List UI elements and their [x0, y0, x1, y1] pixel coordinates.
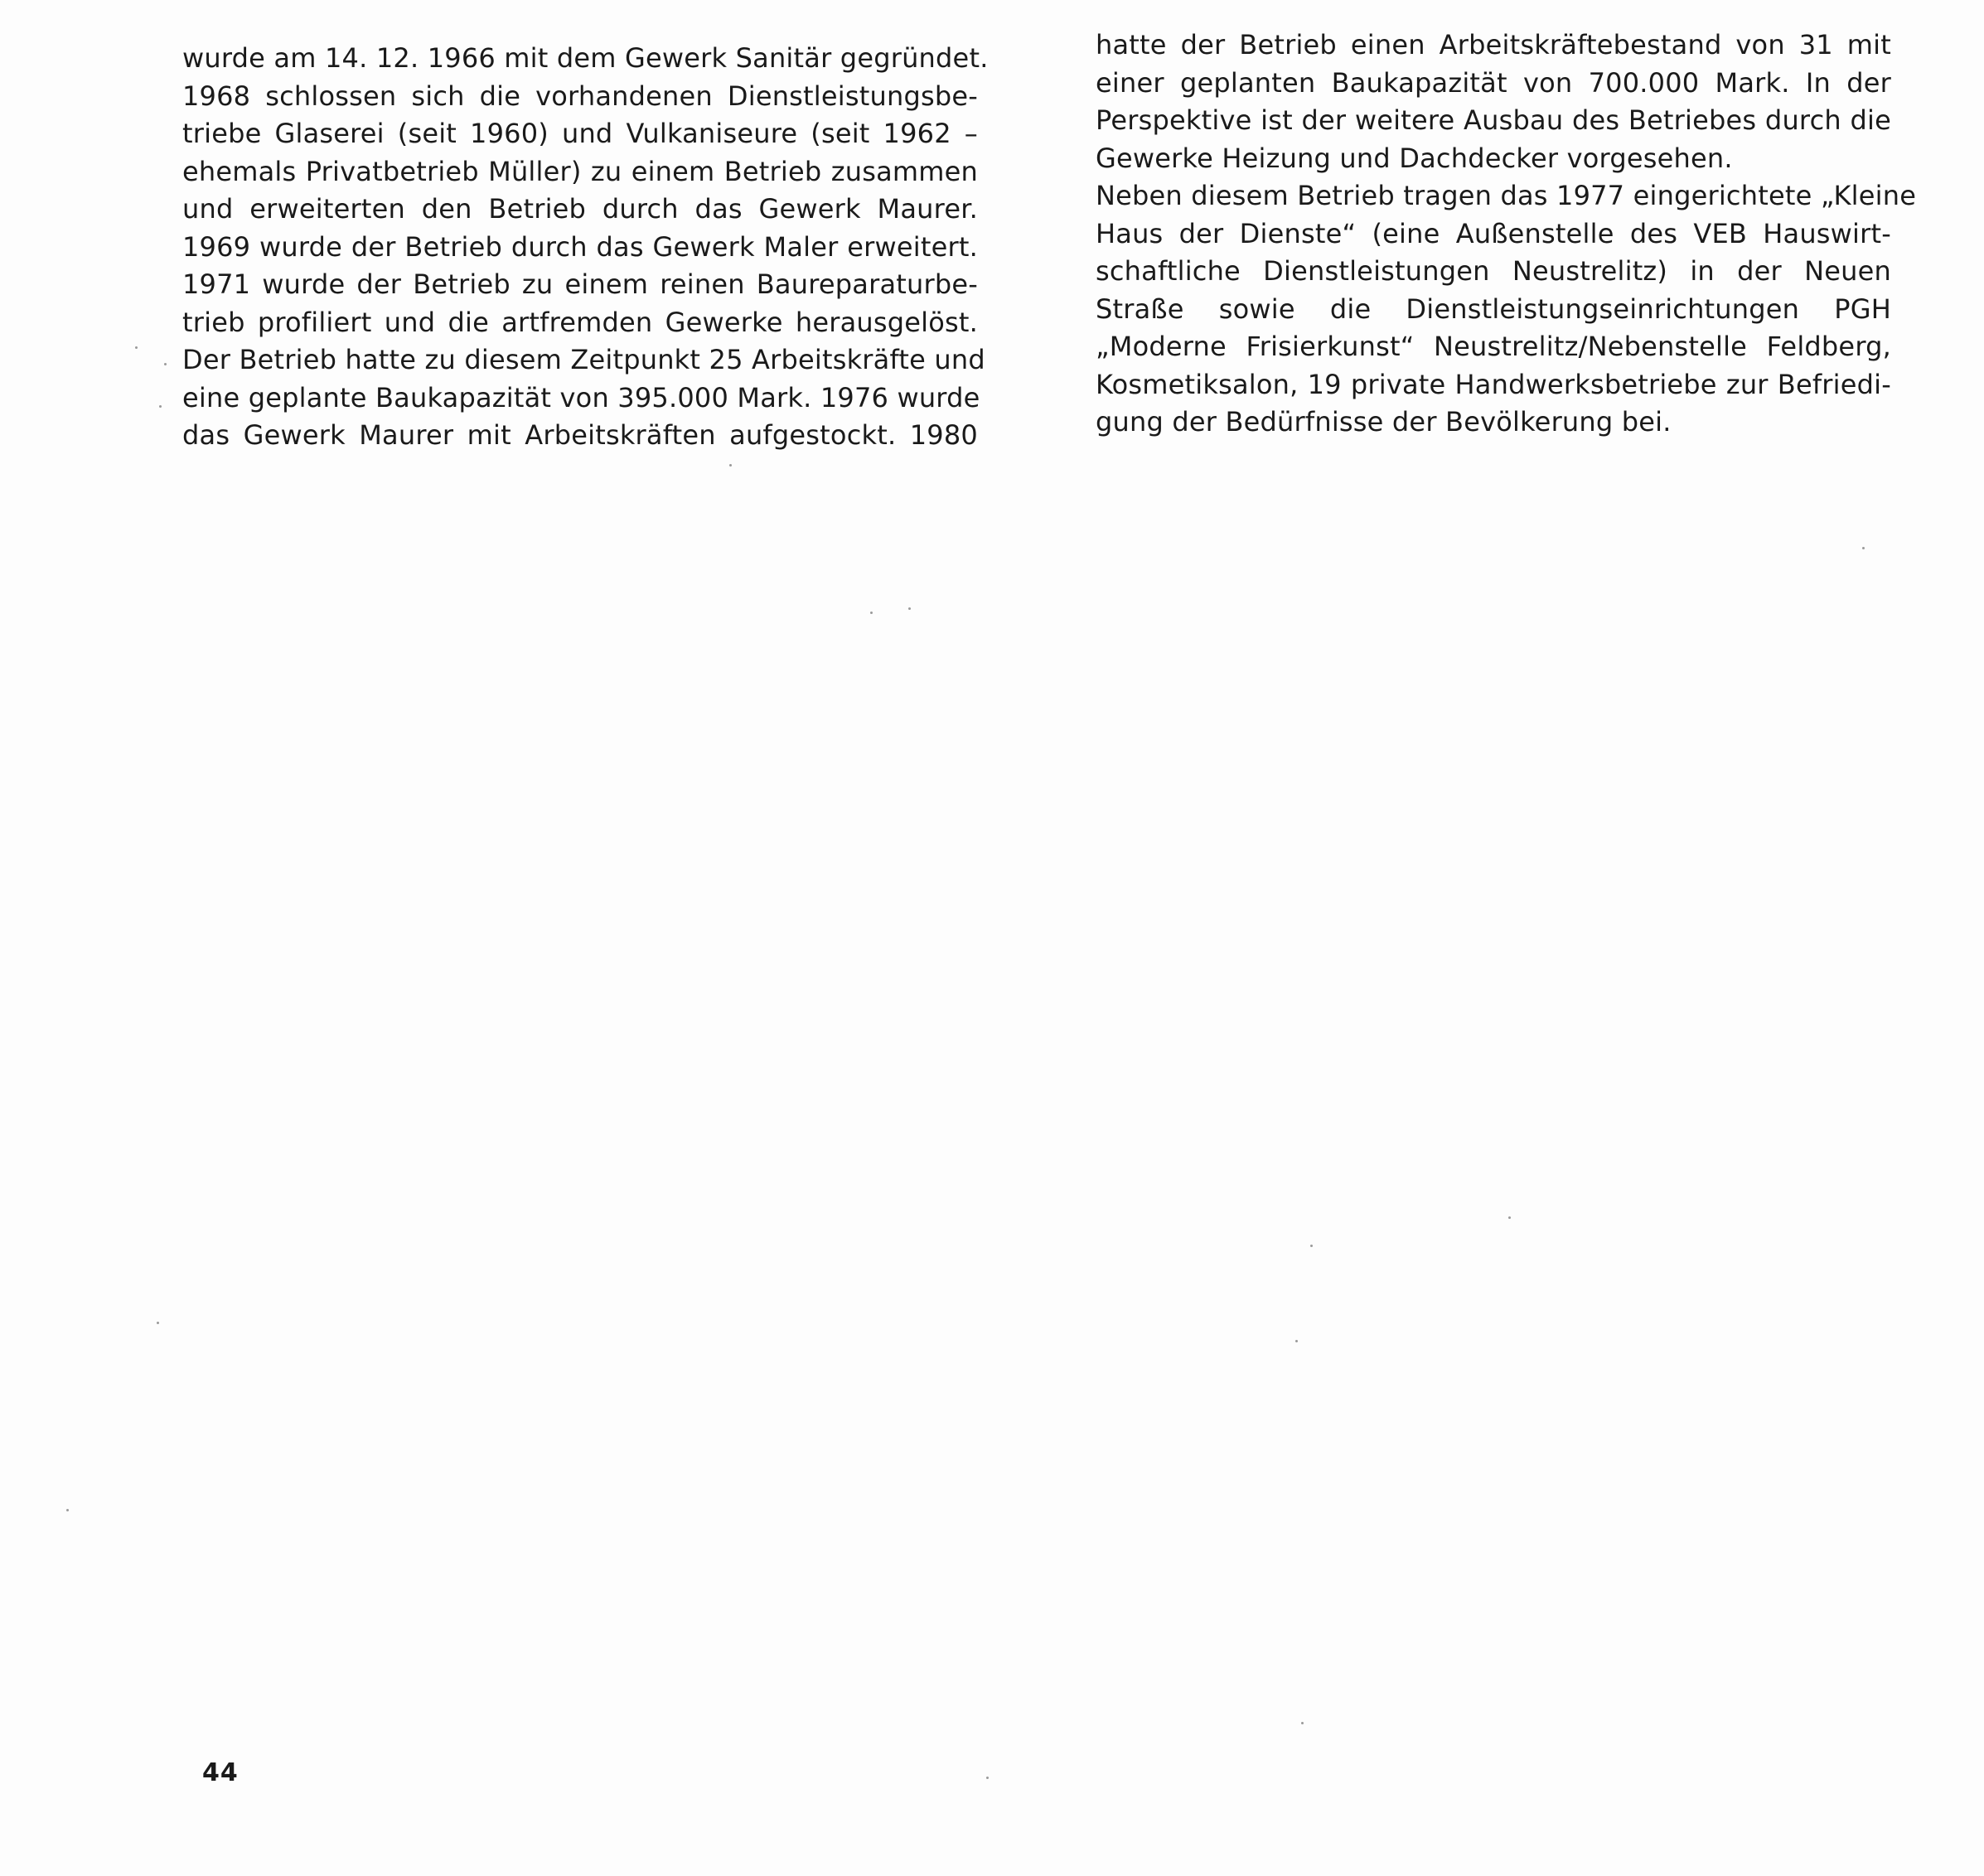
text-line: trieb profiliert und die artfremden Gewerke herausgelöst. — [182, 306, 978, 338]
text-line: Neben diesem Betrieb tragen das 1977 eingerichtete „Kleine — [1096, 180, 1917, 211]
text-line: Gewerke Heizung und Dachdecker vorgesehen. — [1096, 142, 1733, 174]
text-line: „Moderne Frisierkunst“ Neustrelitz/Nebenstelle Feldberg, — [1096, 331, 1891, 362]
scan-speck — [1862, 547, 1865, 549]
text-line: ehemals Privatbetrieb Müller) zu einem Betrieb zusammen — [182, 155, 978, 187]
text-line: Perspektive ist der weitere Ausbau des Betriebes durch die — [1096, 104, 1891, 136]
scan-speck — [1310, 1245, 1313, 1247]
right-text-column — [1096, 27, 1917, 442]
text-line: schaftliche Dienstleistungen Neustrelitz) in der Neuen — [1096, 255, 1891, 287]
text-line: einer geplanten Baukapazität von 700.000 Mark. In der — [1096, 66, 1891, 99]
scan-speck — [729, 464, 732, 467]
text-line: triebe Glaserei (seit 1960) und Vulkaniseure (seit 1962 – — [182, 118, 978, 149]
page-number: 44 — [202, 1758, 239, 1787]
scan-speck — [908, 607, 911, 610]
scan-speck — [986, 1777, 989, 1779]
scan-speck — [135, 346, 138, 349]
text-line: 1968 schlossen sich die vorhandenen Dienstleistungsbe- — [182, 80, 978, 112]
scan-speck — [870, 612, 873, 614]
scan-speck — [159, 405, 162, 408]
scan-speck — [1295, 1340, 1298, 1342]
scan-speck — [157, 1322, 159, 1324]
text-line: hatte der Betrieb einen Arbeitskräftebestand von 31 mit — [1096, 29, 1891, 60]
text-line: 1971 wurde der Betrieb zu einem reinen Baureparaturbe- — [182, 268, 978, 300]
text-line: Straße sowie die Dienstleistungseinrichtungen PGH — [1096, 293, 1891, 325]
scan-speck — [1508, 1216, 1511, 1219]
text-line: 1969 wurde der Betrieb durch das Gewerk Maler erweitert. — [182, 230, 978, 263]
text-line: Kosmetiksalon, 19 private Handwerksbetriebe zur Befriedi- — [1096, 368, 1891, 400]
left-text-column — [182, 40, 989, 455]
text-line: und erweiterten den Betrieb durch das Gewerk Maurer. — [182, 193, 978, 225]
text-line: Der Betrieb hatte zu diesem Zeitpunkt 25 Arbeitskräfte und — [182, 344, 985, 375]
text-line: gung der Bedürfnisse der Bevölkerung bei. — [1096, 406, 1672, 438]
scan-speck — [164, 363, 167, 365]
text-line: das Gewerk Maurer mit Arbeitskräften aufgestockt. 1980 — [182, 419, 978, 451]
text-line: wurde am 14. 12. 1966 mit dem Gewerk Sanitär gegründet. — [182, 42, 989, 74]
text-line: eine geplante Baukapazität von 395.000 Mark. 1976 wurde — [182, 381, 980, 413]
text-line: Haus der Dienste“ (eine Außenstelle des VEB Hauswirt- — [1096, 217, 1891, 249]
scan-speck — [66, 1509, 69, 1511]
scan-speck — [1301, 1722, 1304, 1724]
